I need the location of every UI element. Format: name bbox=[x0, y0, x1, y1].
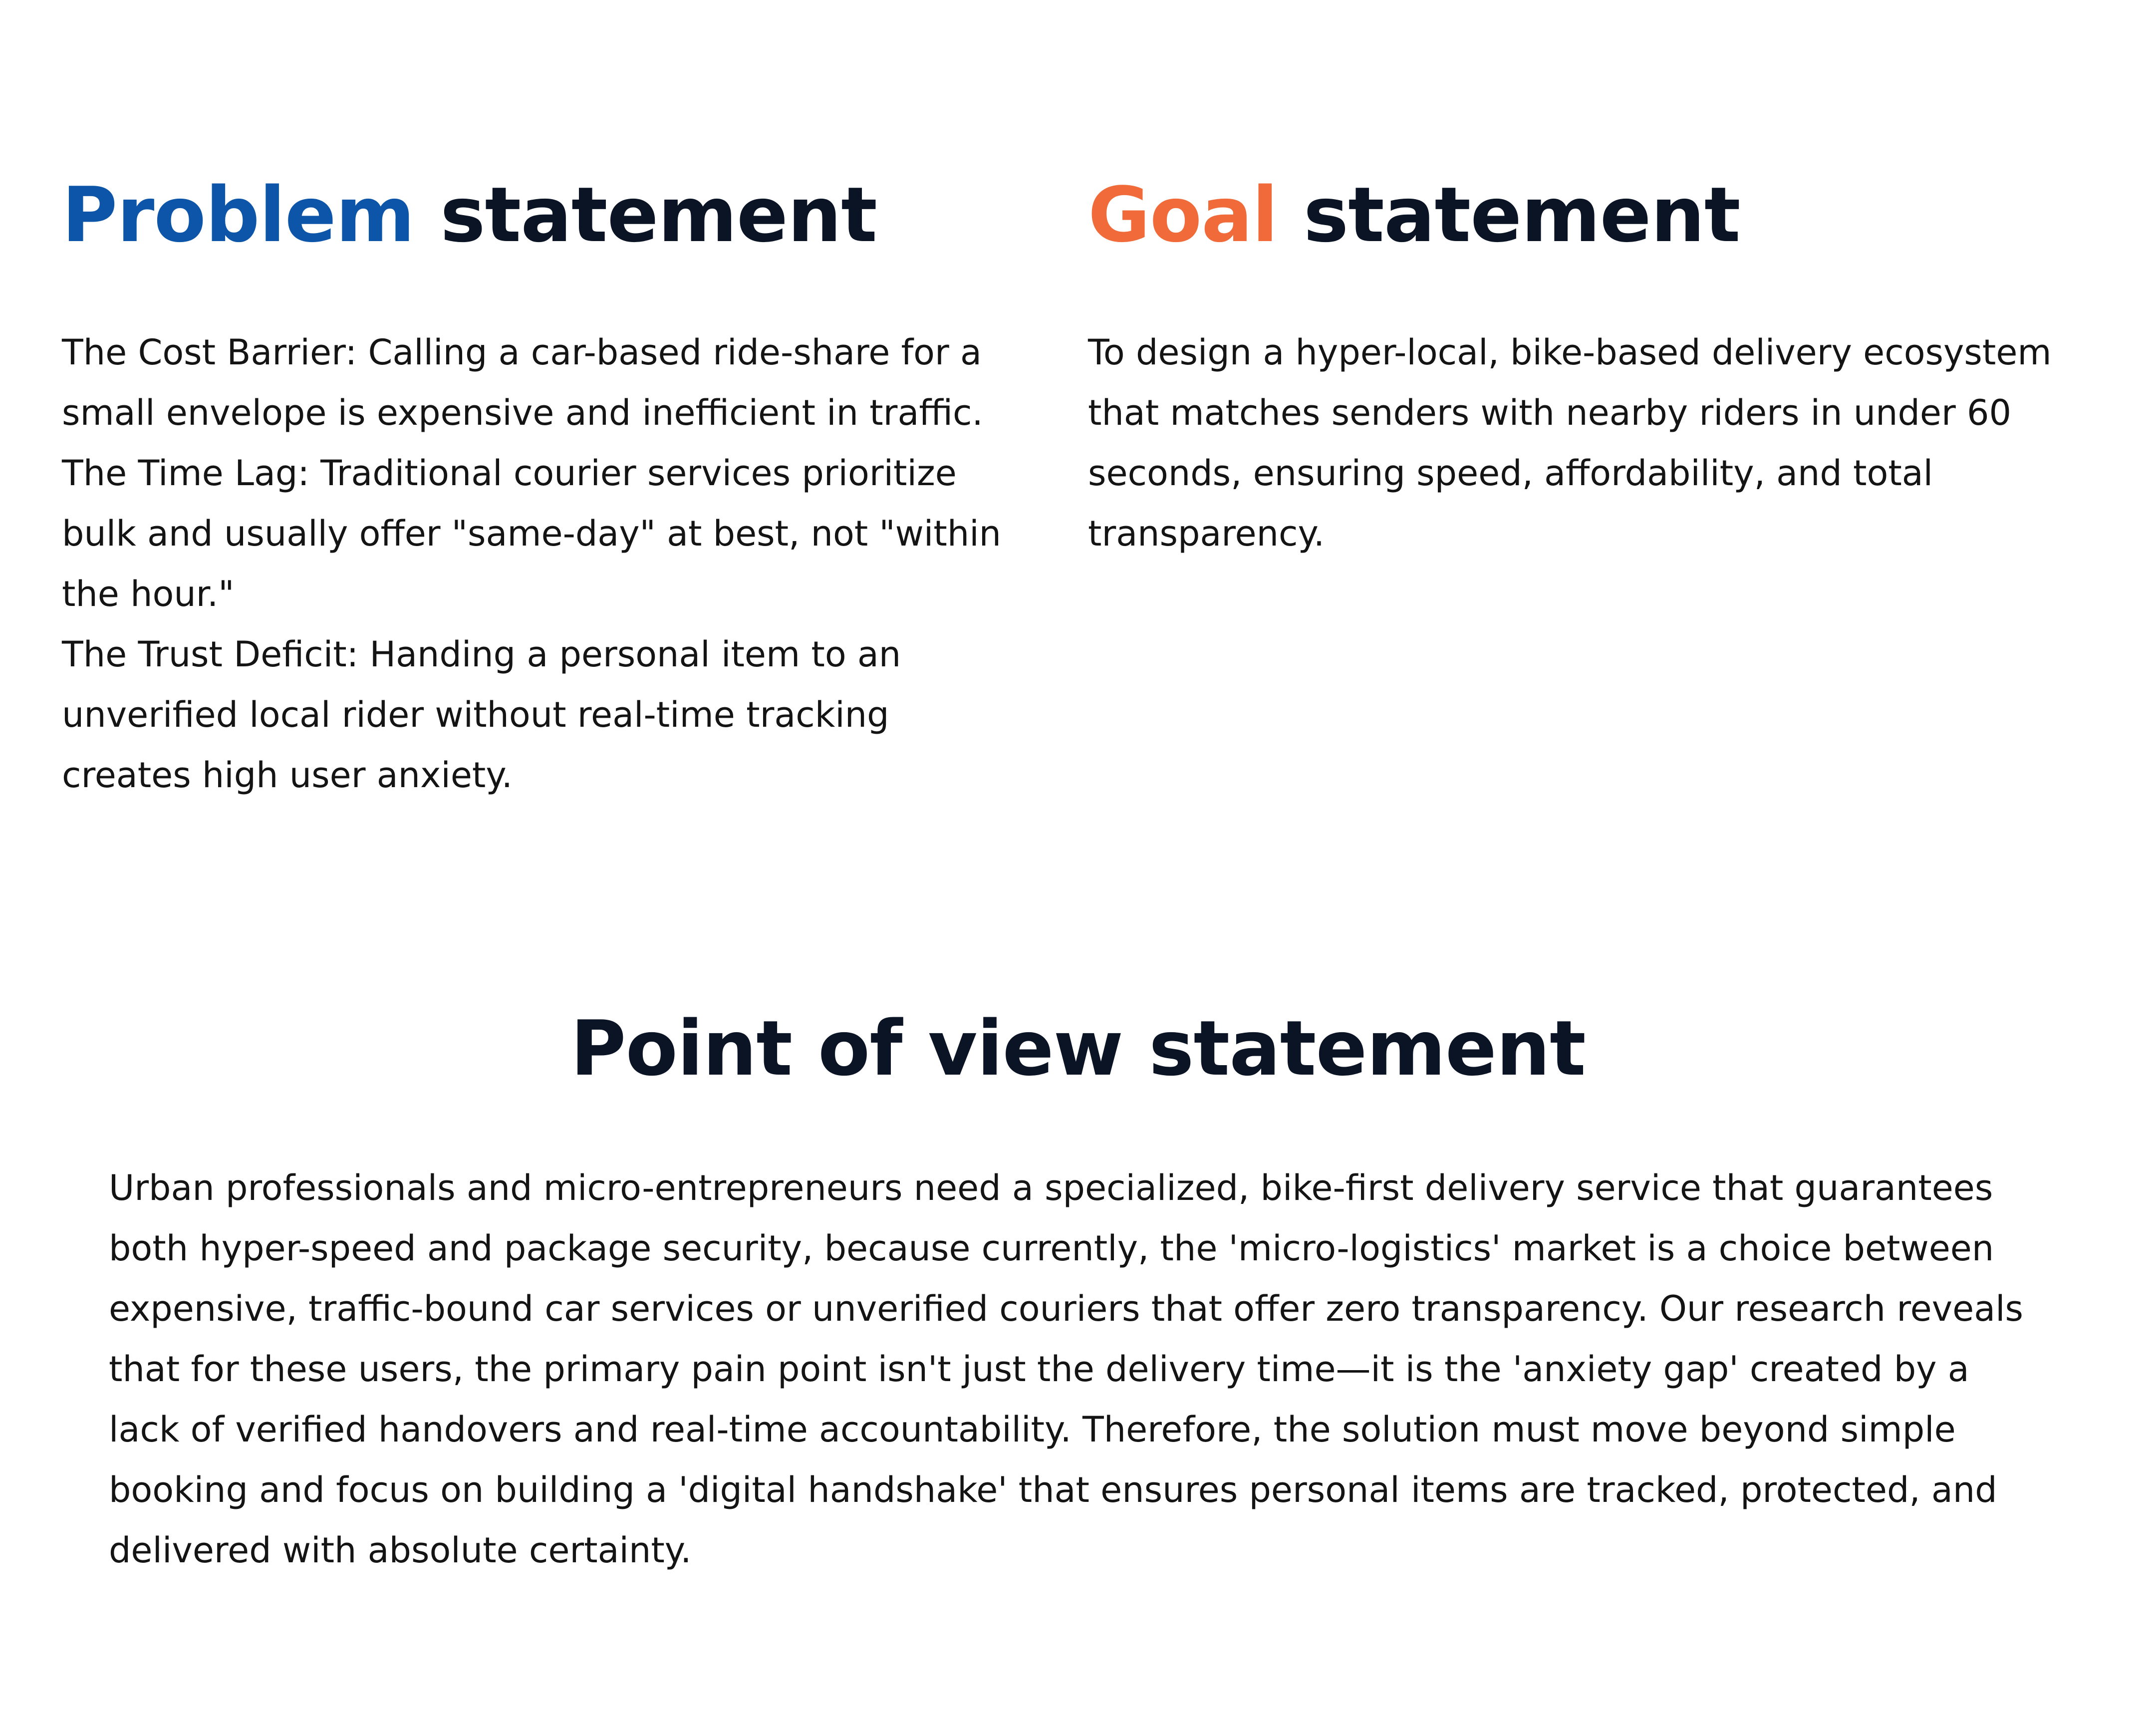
problem-line: The Time Lag: Traditional courier services prioritize bbox=[62, 453, 957, 494]
goal-line: transparency. bbox=[1088, 513, 1325, 554]
goal-statement-body bbox=[1088, 322, 2136, 564]
problem-title-accent: Problem bbox=[62, 171, 415, 259]
pov-line: lack of verified handovers and real-time accountability. Therefore, the solution must move beyond simple bbox=[109, 1409, 1956, 1450]
problem-line: small envelope is expensive and inefficient in traffic. bbox=[62, 392, 983, 433]
goal-line: To design a hyper-local, bike-based delivery ecosystem bbox=[1088, 332, 2052, 373]
problem-line: The Trust Deficit: Handing a personal item to an bbox=[62, 634, 901, 675]
goal-line: seconds, ensuring speed, affordability, and total bbox=[1088, 453, 1933, 494]
pov-line: booking and focus on building a 'digital handshake' that ensures personal items are tracked, protected, and bbox=[109, 1469, 1997, 1510]
problem-statement-title bbox=[62, 171, 877, 259]
problem-line: creates high user anxiety. bbox=[62, 755, 513, 796]
point-of-view-title: Point of view statement bbox=[570, 1004, 1586, 1093]
problem-title-rest: statement bbox=[414, 171, 877, 259]
goal-line: that matches senders with nearby riders in under 60 bbox=[1088, 392, 2012, 433]
pov-line: both hyper-speed and package security, because currently, the 'micro-logistics' market is a choice between bbox=[109, 1228, 1994, 1269]
pov-line: delivered with absolute certainty. bbox=[109, 1530, 692, 1571]
pov-line: Urban professionals and micro-entrepreneurs need a specialized, bike-first delivery service that guarantees bbox=[109, 1167, 1993, 1208]
problem-line: The Cost Barrier: Calling a car-based ride-share for a bbox=[62, 332, 982, 373]
pov-line: that for these users, the primary pain point isn't just the delivery time—it is the 'anxiety gap' created by a bbox=[109, 1349, 1969, 1390]
problem-line: bulk and usually offer "same-day" at best, not "within bbox=[62, 513, 1002, 554]
goal-title-accent: Goal bbox=[1088, 171, 1278, 259]
problem-statement-body bbox=[62, 322, 1060, 806]
problem-line: unverified local rider without real-time tracking bbox=[62, 694, 889, 735]
goal-statement-title bbox=[1088, 171, 1740, 259]
problem-line: the hour." bbox=[62, 574, 235, 614]
point-of-view-body bbox=[109, 1158, 2080, 1581]
pov-line: expensive, traffic-bound car services or unverified couriers that offer zero transparency. Our research reveals bbox=[109, 1288, 2024, 1329]
goal-title-rest: statement bbox=[1277, 171, 1740, 259]
